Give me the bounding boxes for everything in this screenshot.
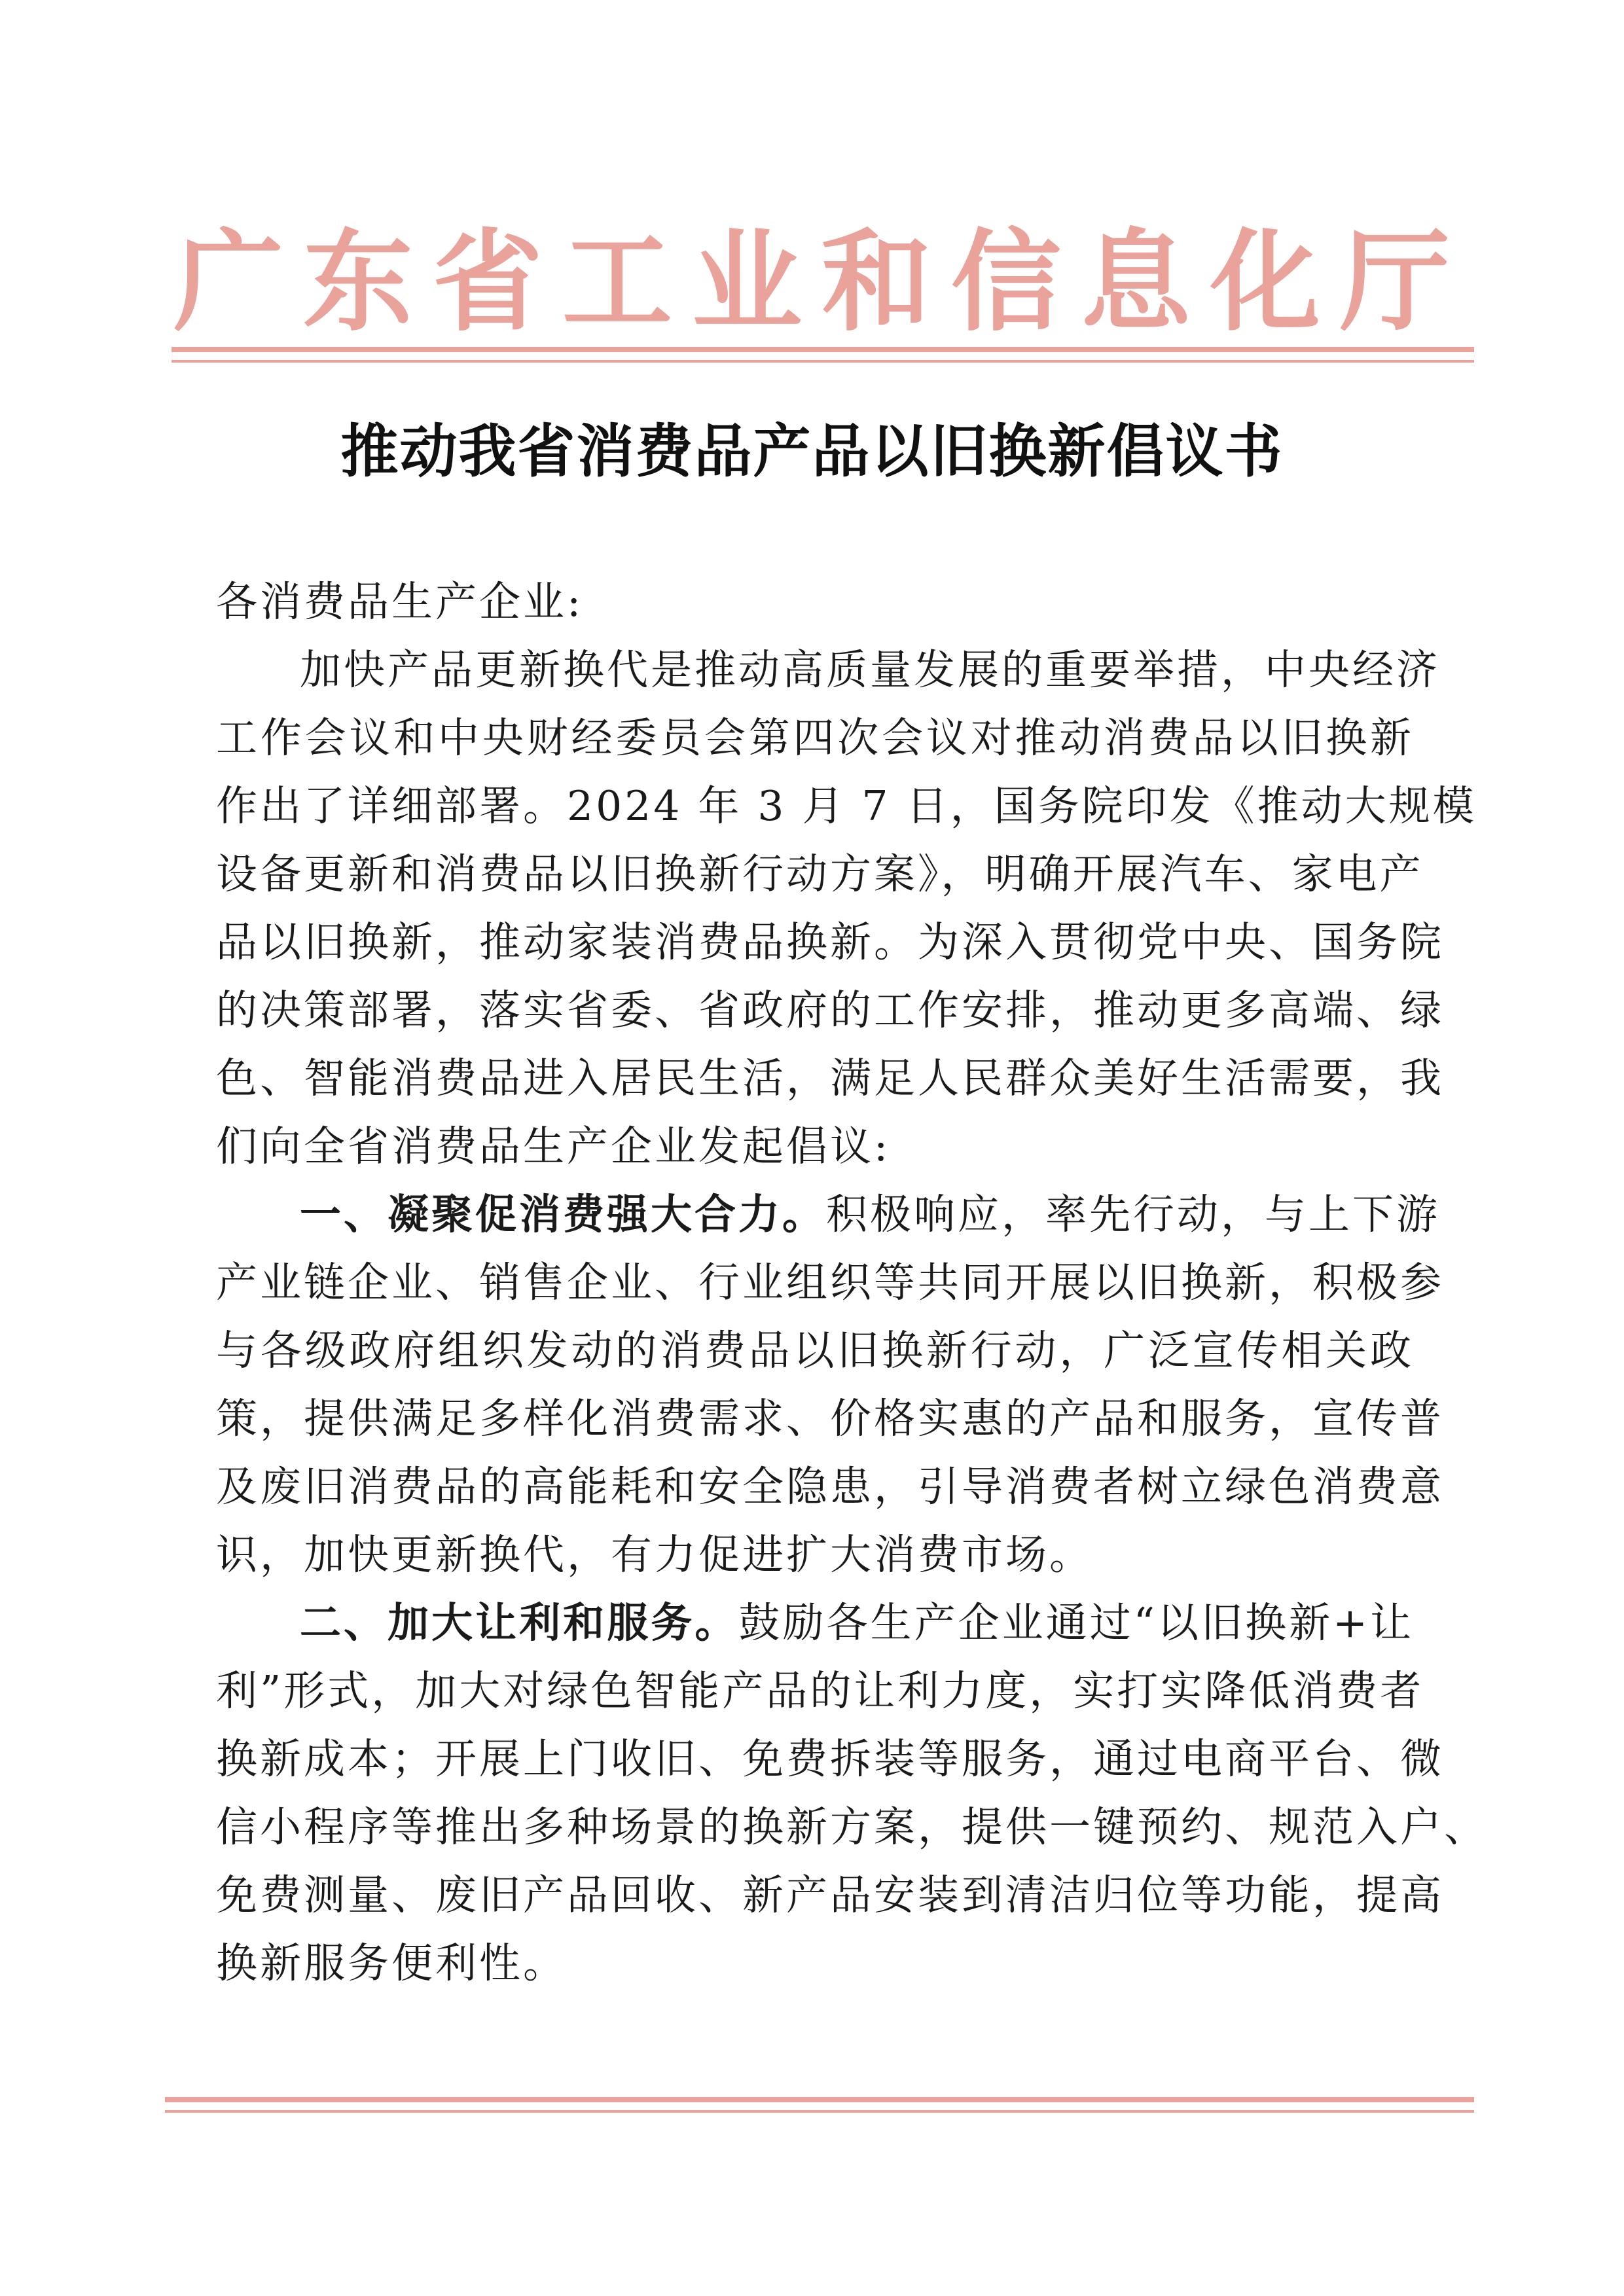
letterhead-char: 业: [692, 217, 802, 346]
section1-line: 策，提供满足多样化消费需求、价格实惠的产品和服务，宣传普: [216, 1395, 1444, 1443]
section1-line: 识，加快更新换代，有力促进扩大消费市场。: [216, 1531, 1093, 1579]
section2-first-line: [216, 1589, 1414, 1657]
footer-divider-thick: [165, 2097, 1474, 2102]
intro-line: 色、智能消费品进入居民生活，满足人民群众美好生活需要，我: [216, 1054, 1444, 1102]
intro-line: 作出了详细部署。2024 年 3 月 7 日，国务院印发《推动大规模: [216, 782, 1477, 830]
section2-line: 换新服务便利性。: [216, 1939, 567, 1987]
section2-line: 信小程序等推出多种场景的换新方案，提供一键预约、规范入户、: [216, 1803, 1488, 1851]
salutation: 各消费品生产企业:: [216, 578, 584, 626]
letterhead-char: 东: [303, 217, 413, 346]
section2-text: 鼓励各生产企业通过“以旧换新+让: [738, 1599, 1415, 1647]
letterhead-char: 和: [821, 217, 931, 346]
section2-line: 利”形式，加大对绿色智能产品的让利力度，实打实降低消费者: [216, 1667, 1424, 1715]
document-title: 推动我省消费品产品以旧换新倡议书: [340, 418, 1284, 485]
letterhead-char: 省: [433, 217, 543, 346]
intro-line: 加快产品更新换代是推动高质量发展的重要举措，中央经济: [300, 646, 1440, 694]
section1-first-line: [216, 1181, 1440, 1249]
section2-heading: 二、加大让利和服务。: [300, 1599, 739, 1647]
section2-line: 免费测量、废旧产品回收、新产品安装到清洁归位等功能，提高: [216, 1871, 1444, 1919]
section1-heading: 一、凝聚促消费强大合力。: [300, 1191, 826, 1238]
section2-line: 换新成本；开展上门收旧、免费拆装等服务，通过电商平台、微: [216, 1735, 1444, 1783]
intro-line: 工作会议和中央财经委员会第四次会议对推动消费品以旧换新: [216, 714, 1414, 762]
intro-line: 的决策部署，落实省委、省政府的工作安排，推动更多高端、绿: [216, 986, 1444, 1034]
intro-line: 们向全省消费品生产企业发起倡议:: [216, 1122, 891, 1170]
intro-line: 设备更新和消费品以旧换新行动方案》，明确开展汽车、家电产: [216, 850, 1424, 898]
intro-line: 品以旧换新，推动家装消费品换新。为深入贯彻党中央、国务院: [216, 918, 1444, 966]
footer-divider-thin: [165, 2110, 1474, 2113]
letterhead-org-name: [170, 216, 1453, 347]
letterhead-char: 化: [1210, 217, 1320, 346]
section1-line: 及废旧消费品的高能耗和安全隐患，引导消费者树立绿色消费意: [216, 1463, 1444, 1511]
letterhead-char: 厅: [1340, 217, 1450, 346]
section1-line: 与各级政府组织发动的消费品以旧换新行动，广泛宣传相关政: [216, 1327, 1414, 1374]
section1-line: 产业链企业、销售企业、行业组织等共同开展以旧换新，积极参: [216, 1259, 1444, 1306]
letterhead-char: 广: [173, 217, 283, 346]
section1-text: 积极响应，率先行动，与上下游: [826, 1191, 1440, 1238]
document-body: [216, 568, 1488, 1998]
letterhead-divider-thin: [171, 360, 1474, 363]
letterhead-char: 工: [562, 217, 672, 346]
letterhead-char: 息: [1081, 217, 1191, 346]
letterhead-divider-thick: [171, 347, 1474, 352]
letterhead-char: 信: [951, 217, 1061, 346]
